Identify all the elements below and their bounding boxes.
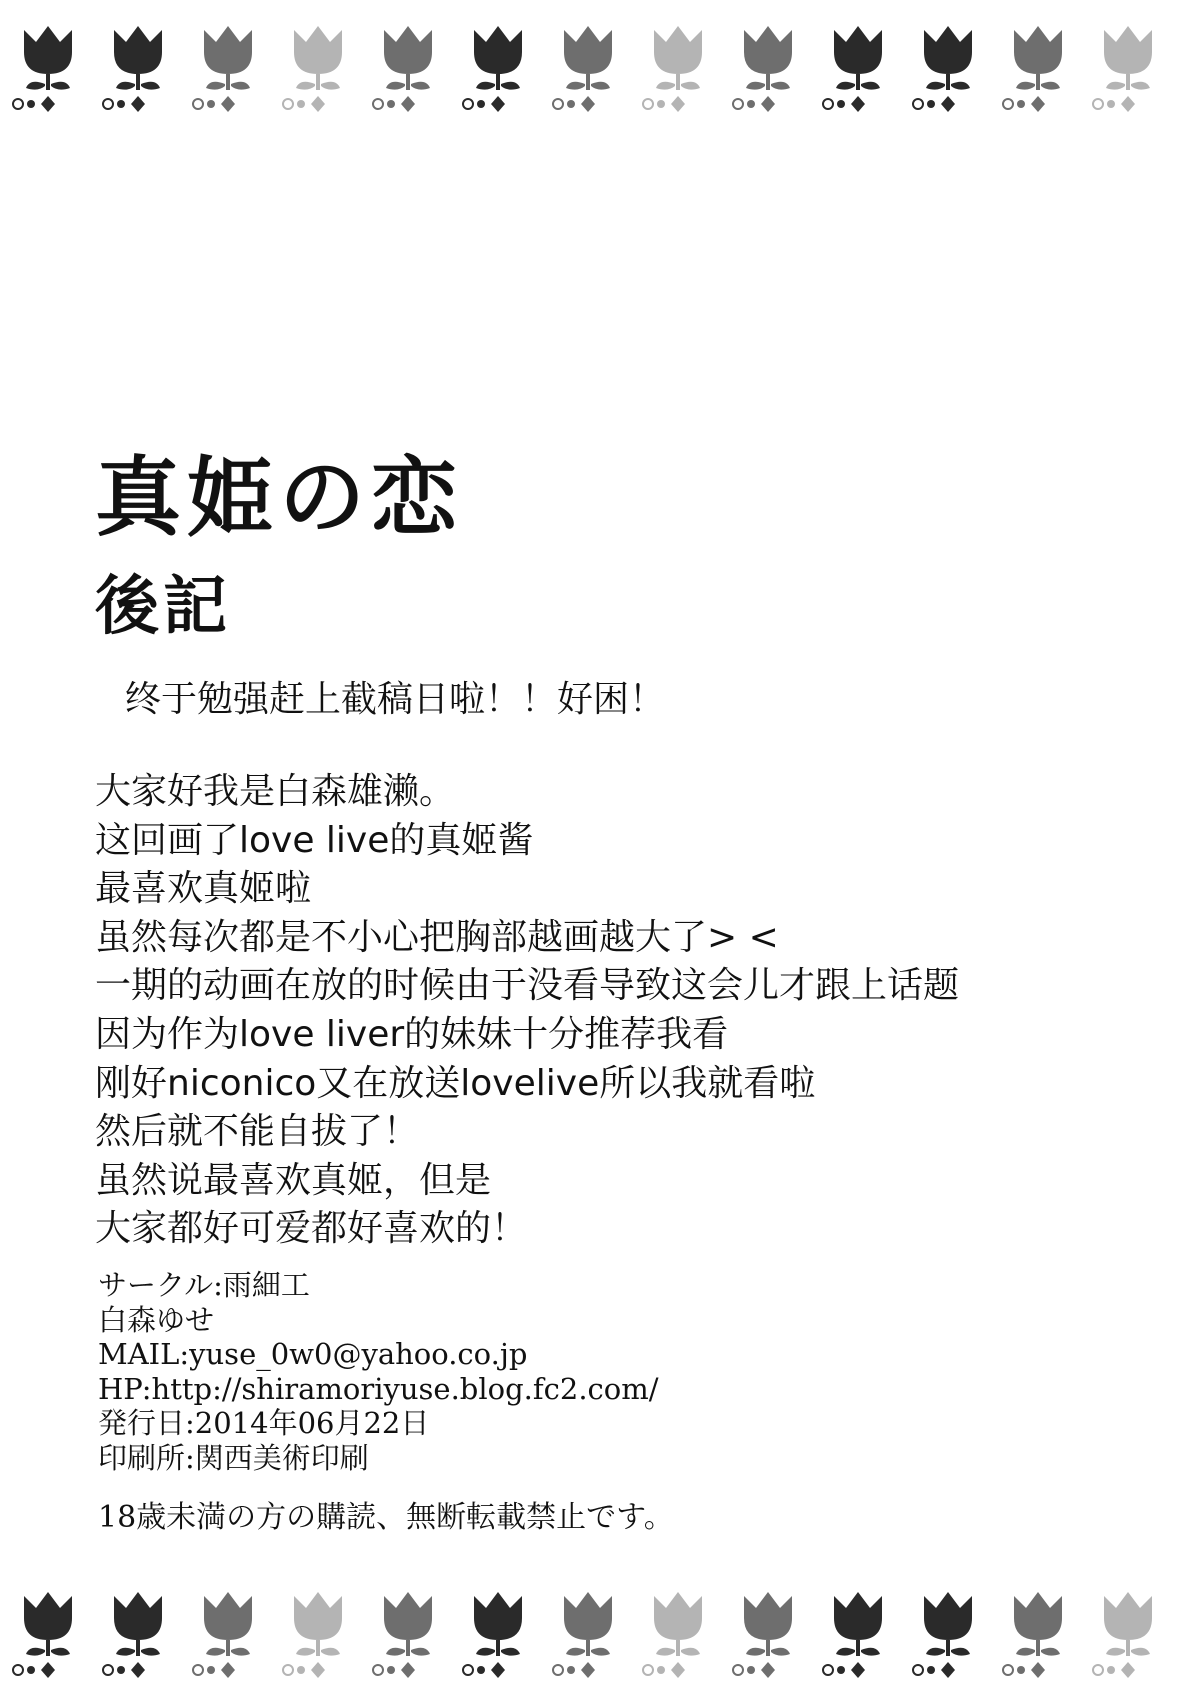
tulip-icon	[1093, 1592, 1152, 1678]
afterword-body	[95, 768, 959, 1254]
tulip-icon	[283, 26, 342, 112]
tulip-icon	[103, 26, 162, 112]
top-tulip-border	[0, 22, 1200, 122]
author-name: 白森ゆせ	[98, 1302, 215, 1337]
body-line: 大家都好可爱都好喜欢的！	[95, 1208, 528, 1250]
tulip-icon	[643, 26, 702, 112]
colophon	[98, 1268, 659, 1476]
tulip-icon	[643, 1592, 702, 1678]
body-line: 这回画了love live的真姬酱	[95, 819, 534, 861]
body-line: 最喜欢真姬啦	[95, 868, 312, 910]
tulip-icon	[823, 1592, 882, 1678]
tulip-icon	[13, 1592, 72, 1678]
body-line: 虽然说最喜欢真姬，但是	[95, 1159, 492, 1201]
tulip-icon	[463, 1592, 522, 1678]
body-line: 大家好我是白森雄濑。	[95, 771, 456, 812]
tulip-icon	[193, 26, 252, 112]
tulip-icon	[463, 26, 522, 112]
tulip-icon	[913, 1592, 972, 1678]
tulip-icon	[553, 1592, 612, 1678]
lead-line: 终于勉强赶上截稿日啦！！好困！	[125, 679, 666, 720]
body-line: 然后就不能自拔了！	[95, 1111, 420, 1153]
tulip-icon	[1093, 26, 1152, 112]
tulip-icon	[13, 26, 72, 112]
circle-name: サークル:雨細工	[98, 1268, 310, 1302]
age-notice: 18歳未満の方の購読、無断転載禁止です。	[98, 1500, 674, 1535]
homepage-url: HP:http://shiramoriyuse.blog.fc2.com/	[98, 1371, 659, 1406]
tulip-icon	[733, 26, 792, 112]
body-line: 虽然每次都是不小心把胸部越画越大了> <	[95, 916, 779, 958]
tulip-icon	[103, 1592, 162, 1678]
tulip-icon	[1003, 1592, 1062, 1678]
printer-name: 印刷所:関西美術印刷	[98, 1440, 369, 1475]
tulip-icon	[553, 26, 612, 112]
tulip-icon	[373, 26, 432, 112]
tulip-icon	[283, 1592, 342, 1678]
tulip-icon	[373, 1592, 432, 1678]
contact-email: MAIL:yuse_0w0@yahoo.co.jp	[98, 1337, 528, 1372]
bottom-tulip-border	[0, 1588, 1200, 1688]
body-line: 因为作为love liver的妹妹十分推荐我看	[95, 1013, 729, 1055]
body-line: 一期的动画在放的时候由于没看导致这会儿才跟上话题	[95, 965, 960, 1007]
page-title: 真姫の恋	[95, 448, 463, 548]
tulip-icon	[733, 1592, 792, 1678]
tulip-icon	[823, 26, 882, 112]
tulip-icon	[913, 26, 972, 112]
body-line: 刚好niconico又在放送lovelive所以我就看啦	[95, 1062, 816, 1104]
afterword-heading: 後記	[95, 570, 231, 644]
tulip-icon	[1003, 26, 1062, 112]
publish-date: 発行日:2014年06月22日	[98, 1406, 430, 1441]
tulip-icon	[193, 1592, 252, 1678]
